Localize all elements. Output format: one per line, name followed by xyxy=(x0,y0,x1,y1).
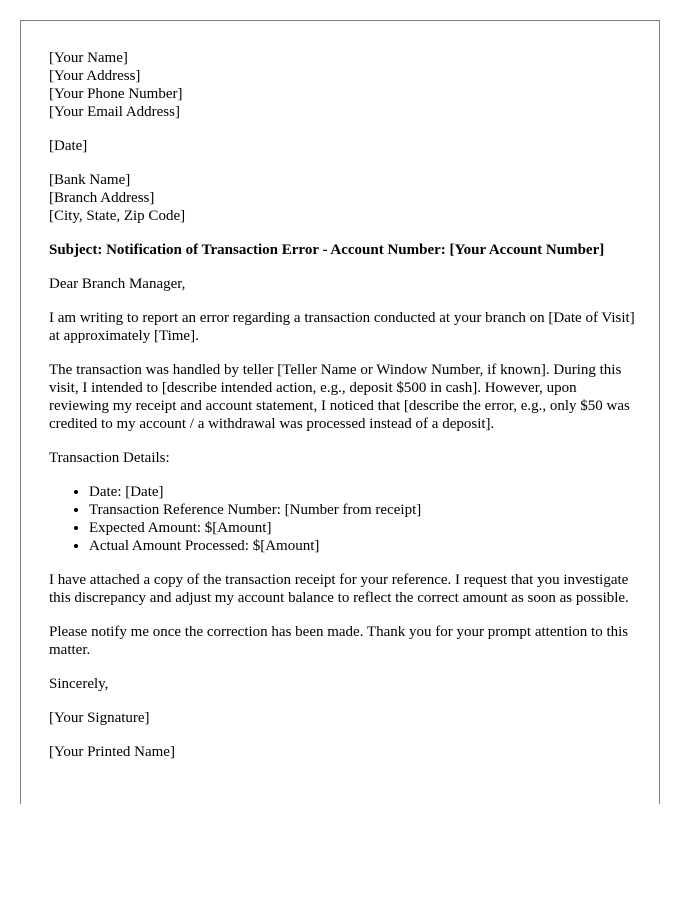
details-paragraph: The transaction was handled by teller [Teller Name or Window Number, if known]. During this visit, I intended to [describe intended action, e.g., deposit $500 in cash]. However, upon reviewing my receipt and account statement, I noticed that [describe the error, e.g., only $50 was credited to my account / a withdrawal was processed instead of a deposit]. xyxy=(49,362,630,432)
request-paragraph: I have attached a copy of the transaction receipt for your reference. I request that you investigate this discrepancy and adjust my account balance to reflect the correct amount as soon as possible. xyxy=(49,572,629,606)
list-item: • Expected Amount: $[Amount] xyxy=(89,519,635,537)
list-item: • Date: [Date] xyxy=(89,483,635,501)
printed-name: [Your Printed Name] xyxy=(49,744,175,760)
salutation: Dear Branch Manager, xyxy=(49,276,186,292)
recipient-branch-address: [Branch Address] xyxy=(49,190,155,206)
sender-name: [Your Name] xyxy=(49,50,128,66)
signature-placeholder: [Your Signature] xyxy=(49,710,150,726)
letter-page xyxy=(20,20,660,804)
recipient-bank-name: [Bank Name] xyxy=(49,172,131,188)
transaction-details-heading: Transaction Details: xyxy=(49,450,170,466)
subject-line: Subject: Notification of Transaction Error - Account Number: [Your Account Number] xyxy=(49,242,605,258)
date-block xyxy=(49,137,635,155)
signoff-closing: Sincerely, xyxy=(49,676,109,692)
list-item: • Actual Amount Processed: $[Amount] xyxy=(89,537,635,555)
sender-address: [Your Address] xyxy=(49,68,141,84)
recipient-block xyxy=(49,171,635,225)
sender-block xyxy=(49,49,635,121)
transaction-details-list xyxy=(49,483,635,555)
letter-date: [Date] xyxy=(49,138,88,154)
letter-content xyxy=(49,49,635,777)
closing-paragraph: Please notify me once the correction has been made. Thank you for your prompt attention to this matter. xyxy=(49,624,629,658)
sender-phone: [Your Phone Number] xyxy=(49,86,183,102)
intro-paragraph: I am writing to report an error regarding a transaction conducted at your branch on [Date of Visit] at approximately [Time]. xyxy=(49,310,635,344)
sender-email: [Your Email Address] xyxy=(49,104,180,120)
recipient-city-state-zip: [City, State, Zip Code] xyxy=(49,208,186,224)
list-item: • Transaction Reference Number: [Number from receipt] xyxy=(89,501,635,519)
